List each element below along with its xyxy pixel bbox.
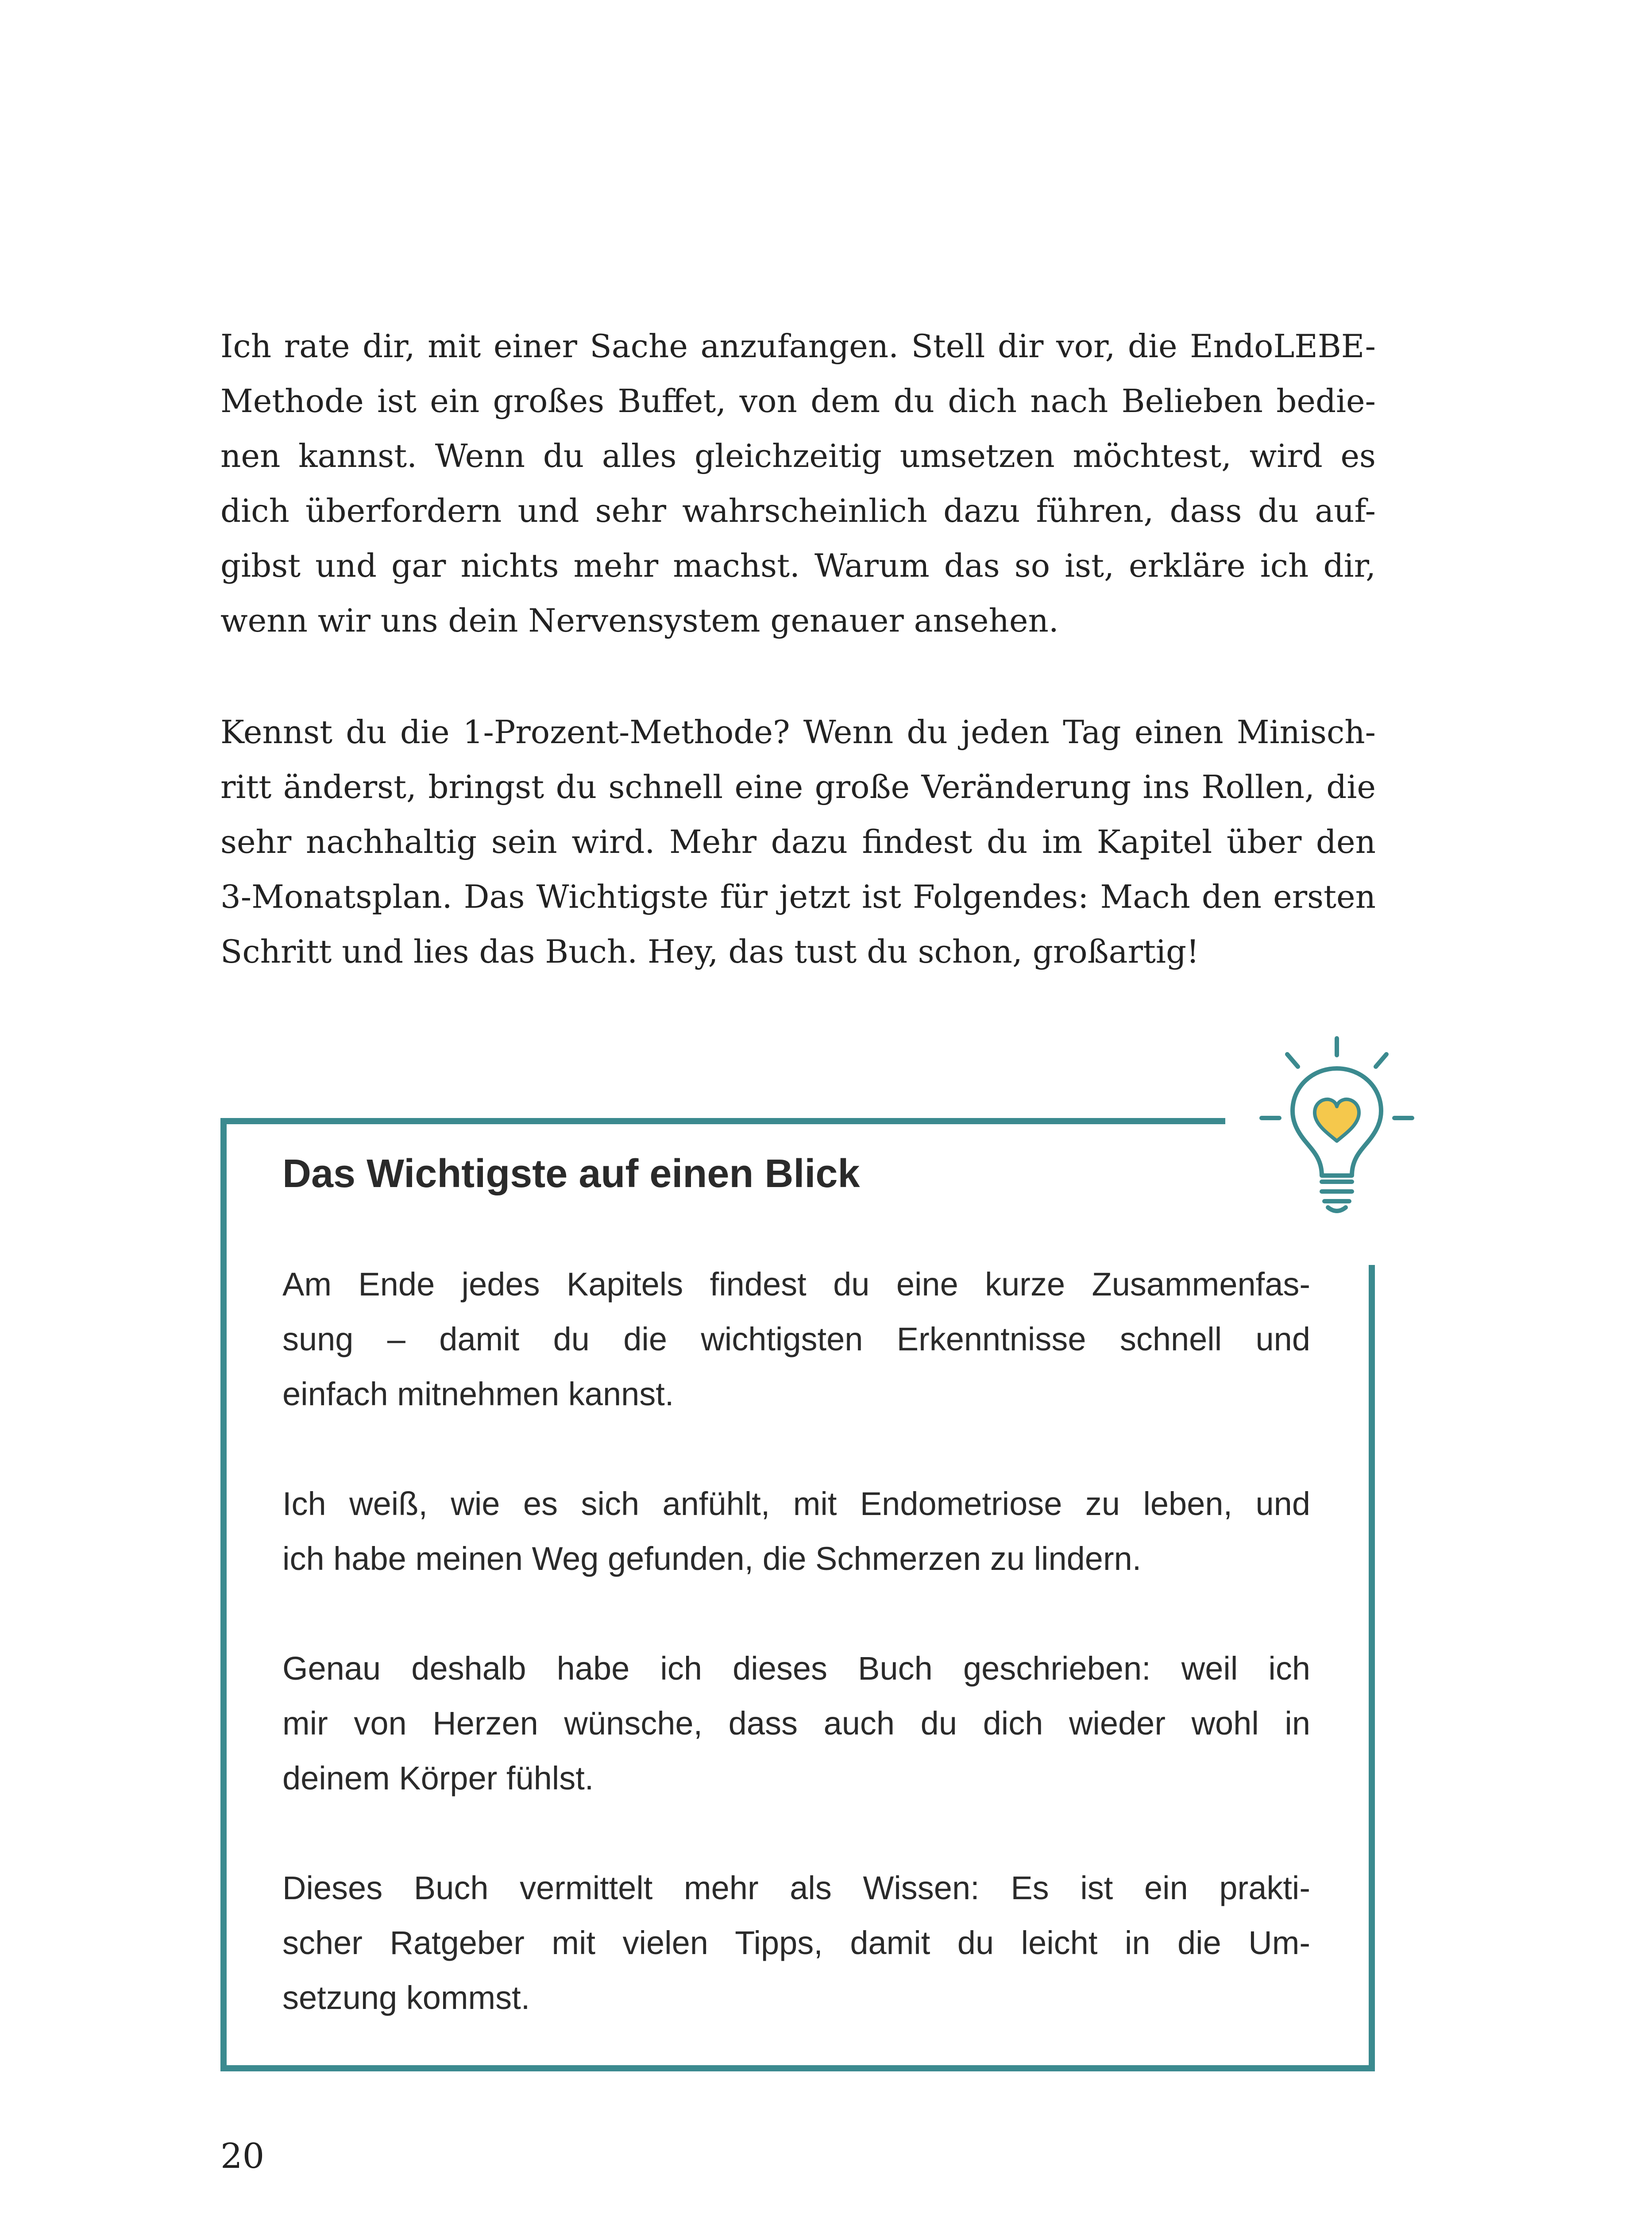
text-line: dich überfordern und sehr wahrscheinlich dazu führen, dass du auf- bbox=[220, 492, 1376, 529]
text-line: Schritt und lies das Buch. Hey, das tust du schon, großartig! bbox=[220, 933, 1200, 970]
text-line: Methode ist ein großes Buffet, von dem du dich nach Belieben bedie- bbox=[220, 382, 1376, 420]
box-border-right bbox=[1369, 1265, 1375, 2071]
text-line: gibst und gar nichts mehr machst. Warum das so ist, erkläre ich dir, bbox=[220, 547, 1376, 584]
text-line: Am Ende jedes Kapitels findest du eine kurze Zusammenfas- bbox=[282, 1266, 1310, 1303]
summary-paragraph-2 bbox=[282, 1477, 1310, 1586]
text-line: mir von Herzen wünsche, dass auch du dich wieder wohl in bbox=[282, 1705, 1310, 1742]
body-paragraph-2 bbox=[220, 705, 1376, 979]
box-border-top bbox=[220, 1118, 1225, 1124]
text-line: Genau deshalb habe ich dieses Buch geschrieben: weil ich bbox=[282, 1650, 1310, 1687]
text-line: wenn wir uns dein Nervensystem genauer ansehen. bbox=[220, 602, 1059, 639]
summary-paragraph-3 bbox=[282, 1641, 1310, 1806]
page-number: 20 bbox=[220, 2136, 265, 2176]
text-line: scher Ratgeber mit vielen Tipps, damit du leicht in die Um- bbox=[282, 1924, 1310, 1961]
text-line: Dieses Buch vermittelt mehr als Wissen: Es ist ein prakti- bbox=[282, 1870, 1310, 1906]
text-line: 3-Monatsplan. Das Wichtigste für jetzt ist Folgendes: Mach den ersten bbox=[220, 878, 1376, 915]
text-line: Kennst du die 1-Prozent-Methode? Wenn du jeden Tag einen Minisch- bbox=[220, 713, 1376, 751]
lightbulb-heart-icon bbox=[1235, 1031, 1439, 1261]
text-line: sehr nachhaltig sein wird. Mehr dazu findest du im Kapitel über den bbox=[220, 823, 1376, 860]
text-line: Ich rate dir, mit einer Sache anzufangen. Stell dir vor, die EndoLEBE- bbox=[220, 328, 1376, 365]
box-border-bottom bbox=[220, 2065, 1375, 2071]
text-line: ich habe meinen Weg gefunden, die Schmerzen zu lindern. bbox=[282, 1540, 1142, 1577]
text-line: einfach mitnehmen kannst. bbox=[282, 1376, 674, 1412]
summary-box-title: Das Wichtigste auf einen Blick bbox=[282, 1152, 860, 1196]
text-line: nen kannst. Wenn du alles gleichzeitig umsetzen möchtest, wird es bbox=[220, 437, 1376, 474]
box-border-left bbox=[220, 1118, 227, 2071]
summary-paragraph-1 bbox=[282, 1257, 1310, 1422]
text-line: setzung kommst. bbox=[282, 1979, 530, 2016]
text-line: ritt änderst, bringst du schnell eine große Veränderung ins Rollen, die bbox=[220, 768, 1376, 806]
summary-paragraph-4 bbox=[282, 1861, 1310, 2025]
text-line: sung – damit du die wichtigsten Erkenntnisse schnell und bbox=[282, 1321, 1310, 1357]
body-paragraph-1 bbox=[220, 319, 1376, 648]
text-line: deinem Körper fühlst. bbox=[282, 1760, 594, 1797]
text-line: Ich weiß, wie es sich anfühlt, mit Endometriose zu leben, und bbox=[282, 1485, 1310, 1522]
